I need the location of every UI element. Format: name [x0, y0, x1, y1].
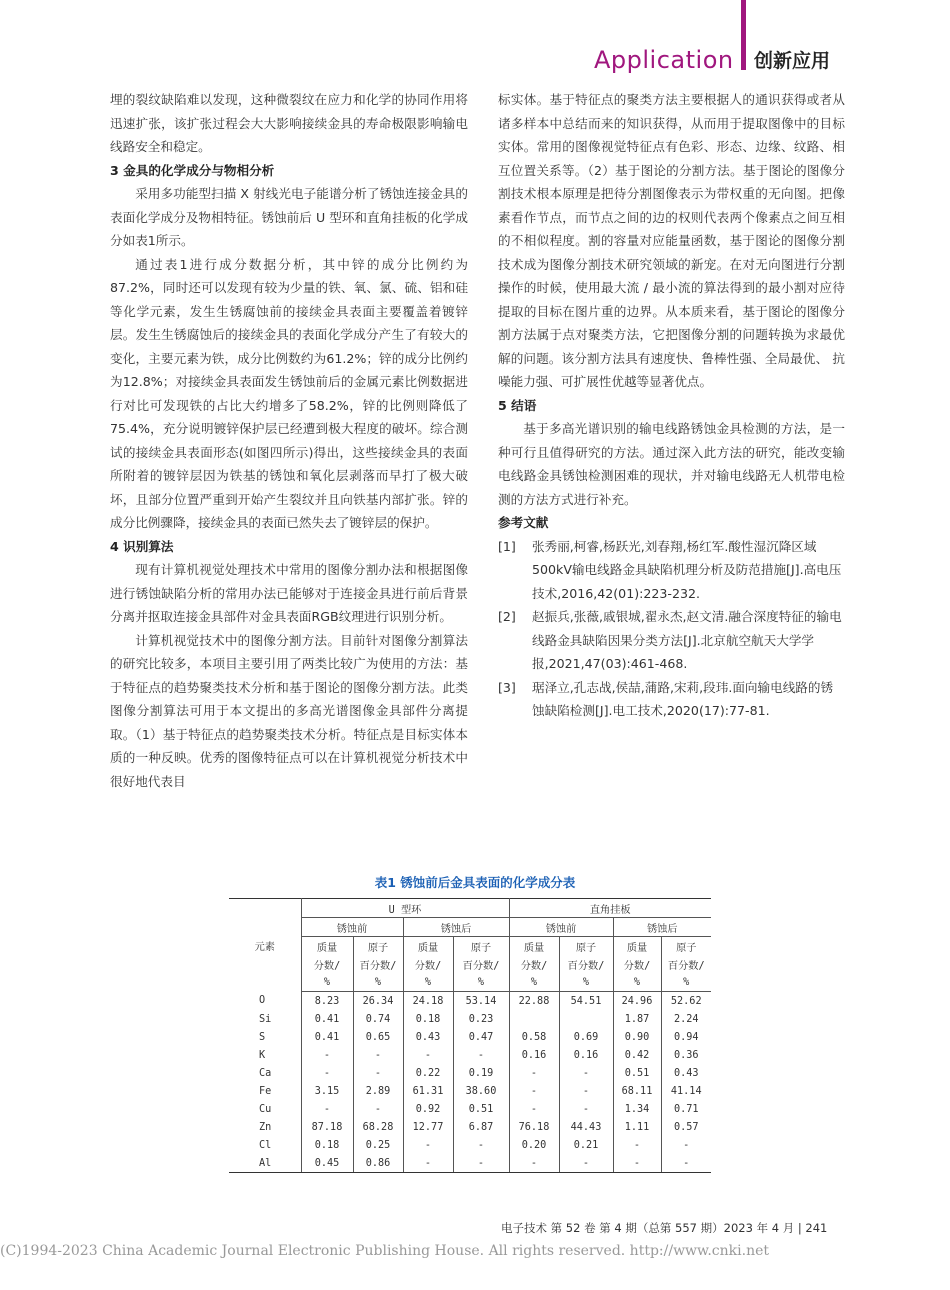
unit-header: % — [301, 973, 353, 992]
value-cell: 8.23 — [301, 992, 353, 1011]
paragraph: 现有计算机视觉处理技术中常用的图像分割办法和根据图像进行锈蚀缺陷分析的常用办法已能够对于连接金具进行前后背景分离并抠取连接金具部件对金具表面RGB纹理进行识别分析。 — [110, 562, 468, 624]
unit-header: % — [353, 973, 403, 992]
table-row — [229, 1064, 711, 1082]
subheader-before: 锈蚀前 — [301, 918, 403, 937]
value-cell: 24.18 — [403, 992, 453, 1011]
atom-header: 百分数/ — [453, 955, 509, 973]
unit-header: % — [661, 973, 711, 992]
chemical-composition-table — [229, 898, 711, 1173]
element-cell: Cu — [229, 1100, 301, 1118]
value-cell: 0.51 — [453, 1100, 509, 1118]
value-cell: - — [353, 1100, 403, 1118]
atom-header: 百分数/ — [353, 955, 403, 973]
atom-header: 百分数/ — [559, 955, 613, 973]
mass-header: 分数/ — [509, 955, 559, 973]
table-row — [229, 1154, 711, 1173]
value-cell: 3.15 — [301, 1082, 353, 1100]
value-cell: 38.60 — [453, 1082, 509, 1100]
value-cell: - — [559, 1082, 613, 1100]
value-cell: 0.16 — [559, 1046, 613, 1064]
value-cell: 6.87 — [453, 1118, 509, 1136]
value-cell: 0.25 — [353, 1136, 403, 1154]
references-heading: 参考文献 — [498, 515, 549, 530]
atom-header: 原子 — [453, 937, 509, 956]
value-cell: - — [509, 1100, 559, 1118]
mass-header: 分数/ — [301, 955, 353, 973]
mass-header: 质量 — [613, 937, 661, 956]
value-cell: 68.11 — [613, 1082, 661, 1100]
section-heading-5: 5 结语 — [498, 397, 537, 413]
table-row — [229, 1136, 711, 1154]
value-cell: 0.45 — [301, 1154, 353, 1173]
value-cell: 24.96 — [613, 992, 661, 1011]
value-cell: - — [683, 1139, 690, 1151]
element-header: 元素 — [229, 899, 301, 992]
value-cell: - — [613, 1154, 661, 1173]
element-cell: Al — [229, 1154, 301, 1173]
reference-number: [3] — [498, 679, 516, 695]
unit-header: % — [403, 973, 453, 992]
value-cell — [559, 1010, 613, 1028]
element-cell: Fe — [229, 1082, 301, 1100]
value-cell: - — [559, 1064, 613, 1082]
value-cell: 0.19 — [453, 1064, 509, 1082]
page-footer: 电子技术 第 52 卷 第 4 期（总第 557 期）2023 年 4 月 | 241 — [501, 1221, 828, 1235]
paragraph: 标实体。基于特征点的聚类方法主要根据人的通识获得或者从诸多样本中总结而来的知识获得，从而用于提取图像中的目标实体。常用的图像视觉特征点有色彩、形态、边缘、纹路、相互位置关系等。（2）基于图论的分割方法。基于图论的图像分割技术根本原理是把待分割图像表示为带权重的无向图。把像素看作节点，而节点之间的边的权则代表两个像素点之间互相的不相似程度。割的容量对应能量函数，基于图论的图像分割技术成为图像分割技术研究领域的新宠。在对无向图进行分割操作的时候，使用最大流 / 最小流的算法得到的最小割对应待提取的目标在图片重的边界。从本质来看，基于图论的图像分割方法属于点对聚类方法，它把图像分割的问题转换为求最优解的问题。该分割方法具有速度快、鲁棒性强、全局最优、 抗噪能力强、可扩展性优越等显著优点。 — [498, 92, 845, 389]
table-row — [229, 1010, 711, 1028]
header-section-title: 创新应用 — [754, 50, 831, 72]
value-cell: 54.51 — [559, 992, 613, 1011]
value-cell: 1.87 — [613, 1010, 661, 1028]
value-cell: - — [301, 1100, 353, 1118]
subheader-after: 锈蚀后 — [613, 918, 711, 937]
value-cell: 12.77 — [403, 1118, 453, 1136]
paragraph: 采用多功能型扫描 X 射线光电子能谱分析了锈蚀连接金具的表面化学成分及物相特征。锈蚀前后 U 型环和直角挂板的化学成分如表1所示。 — [110, 186, 468, 248]
value-cell: 0.65 — [353, 1028, 403, 1046]
table-row — [229, 1082, 711, 1100]
value-cell: 0.16 — [509, 1046, 559, 1064]
value-cell: 0.41 — [301, 1010, 353, 1028]
value-cell: 0.36 — [673, 1049, 699, 1061]
cnki-watermark: (C)1994-2023 China Academic Journal Electronic Publishing House. All rights reserved. http://www.cnki.net — [0, 1243, 770, 1259]
value-cell: 0.18 — [301, 1136, 353, 1154]
unit-header: % — [559, 973, 613, 992]
value-cell: 0.71 — [673, 1103, 699, 1115]
value-cell: 0.21 — [559, 1136, 613, 1154]
reference-text: 琚泽立,孔志战,侯喆,蒲路,宋莉,段玮.面向输电线路的锈蚀缺陷检测[J].电工技术,2020(17):77-81. — [532, 679, 834, 718]
value-cell: 53.14 — [453, 992, 509, 1011]
value-cell: - — [613, 1136, 661, 1154]
value-cell: 0.18 — [403, 1010, 453, 1028]
value-cell: 0.47 — [453, 1028, 509, 1046]
value-cell: - — [559, 1154, 613, 1173]
value-cell: - — [509, 1154, 559, 1173]
value-cell: 0.22 — [403, 1064, 453, 1082]
header-application: Application — [594, 46, 734, 74]
value-cell: 61.31 — [403, 1082, 453, 1100]
value-cell: 0.92 — [403, 1100, 453, 1118]
element-cell: Cl — [229, 1136, 301, 1154]
value-cell: - — [661, 1154, 711, 1173]
element-cell: Si — [229, 1010, 301, 1028]
value-cell: 26.34 — [353, 992, 403, 1011]
mass-header: 质量 — [403, 937, 453, 956]
reference-item — [498, 535, 845, 606]
value-cell: - — [301, 1046, 353, 1064]
reference-item — [498, 676, 845, 723]
value-cell: 2.24 — [673, 1013, 699, 1025]
unit-header: % — [453, 973, 509, 992]
element-cell: O — [229, 992, 301, 1011]
value-cell: 0.43 — [403, 1028, 453, 1046]
mass-header: 分数/ — [613, 955, 661, 973]
value-cell: 76.18 — [509, 1118, 559, 1136]
value-cell: 0.20 — [509, 1136, 559, 1154]
value-cell: - — [509, 1082, 559, 1100]
element-cell: S — [229, 1028, 301, 1046]
element-cell: Ca — [229, 1064, 301, 1082]
value-cell: - — [403, 1046, 453, 1064]
value-cell: 52.62 — [670, 995, 702, 1007]
atom-header: 原子 — [676, 942, 697, 954]
value-cell: 22.88 — [509, 992, 559, 1011]
reference-number: [2] — [498, 609, 516, 624]
value-cell: - — [403, 1154, 453, 1173]
value-cell: - — [453, 1136, 509, 1154]
value-cell: - — [353, 1046, 403, 1064]
table-title: 表1 锈蚀前后金具表面的化学成分表 — [374, 875, 576, 890]
paragraph: 埋的裂纹缺陷难以发现，这种微裂纹在应力和化学的协同作用将迅速扩张，该扩张过程会大大影响接续金具的寿命极限影响输电线路安全和稳定。 — [110, 92, 468, 154]
atom-header: 百分数/ — [667, 960, 705, 972]
value-cell: 0.74 — [353, 1010, 403, 1028]
group-header-u-ring: U 型环 — [301, 899, 509, 918]
mass-header: 质量 — [301, 937, 353, 956]
paragraph: 计算机视觉技术中的图像分割方法。目前针对图像分割算法的研究比较多，本项目主要引用了两类比较广为使用的方法：基于特征点的趋势聚类技术分析和基于图论的图像分割方法。此类图像分割算法可用于本文提出的多高光谱图像金具部件分离提取。（1）基于特征点的趋势聚类技术分析。特征点是目标实体本质的一种反映。优秀的图像特征点可以在计算机视觉分析技术中很好地代表目 — [110, 632, 468, 789]
mass-header: 分数/ — [403, 955, 453, 973]
value-cell: 0.69 — [559, 1028, 613, 1046]
section-heading-3: 3 金具的化学成分与物相分析 — [110, 162, 275, 178]
value-cell: 1.34 — [613, 1100, 661, 1118]
value-cell: 0.86 — [353, 1154, 403, 1173]
value-cell: - — [353, 1064, 403, 1082]
table-row — [229, 1028, 711, 1046]
value-cell — [509, 1010, 559, 1028]
value-cell: 0.23 — [453, 1010, 509, 1028]
paragraph: 通过表1进行成分数据分析，其中锌的成分比例约为87.2%，同时还可以发现有较为少量的铁、氧、氯、硫、铝和硅等化学元素，发生生锈腐蚀前的接续金具表面主要覆盖着镀锌层。发生生锈腐蚀后的接续金具的表面化学成分产生了有较大的变化，主要元素为铁，成分比例数约为61.2%；锌的成分比例约为12.8%；对接续金具表面发生锈蚀前后的金属元素比例数据进行对比可发现铁的占比大约增多了58.2%，锌的比例则降低了75.4%，充分说明镀锌保护层已经遭到极大程度的破坏。综合测试的接续金具表面形态(如图四所示)得出，这些接续金具的表面所附着的镀锌层因为铁基的锈蚀和氧化层剥落而早打了极大破坏，且部分位置严重到开始产生裂纹并且向铁基内部扩张。锌的成分比例骤降，接续金具的表面已然失去了镀锌层的保护。 — [110, 256, 468, 530]
value-cell: 87.18 — [301, 1118, 353, 1136]
section-heading-4: 4 识别算法 — [110, 538, 174, 554]
subheader-before: 锈蚀前 — [509, 918, 613, 937]
value-cell: 68.28 — [353, 1118, 403, 1136]
value-cell: 2.89 — [353, 1082, 403, 1100]
paragraph: 基于多高光谱识别的输电线路锈蚀金具检测的方法，是一种可行且值得研究的方法。通过深入此方法的研究，能改变输电线路金具锈蚀检测困难的现状，并对输电线路无人机带电检测的方法方式进行补充。 — [498, 421, 845, 507]
unit-header: % — [509, 973, 559, 992]
atom-header: 原子 — [559, 937, 613, 956]
value-cell: 1.11 — [613, 1118, 661, 1136]
table-row — [229, 1118, 711, 1136]
atom-header: 原子 — [353, 937, 403, 956]
mass-header: 质量 — [509, 937, 559, 956]
value-cell: - — [403, 1136, 453, 1154]
value-cell: 0.58 — [509, 1028, 559, 1046]
value-cell: 0.90 — [613, 1028, 661, 1046]
value-cell: - — [301, 1064, 353, 1082]
table-row — [229, 1100, 711, 1118]
reference-text: 赵振兵,张薇,戚银城,翟永杰,赵文清.融合深度特征的输电线路金具缺陷因果分类方法[J].北京航空航天大学学报,2021,47(03):461-468. — [532, 609, 842, 671]
value-cell: - — [453, 1154, 509, 1173]
element-cell: Zn — [229, 1118, 301, 1136]
group-header-right-angle-plate: 直角挂板 — [509, 899, 711, 918]
reference-item — [498, 605, 845, 676]
value-cell: - — [509, 1064, 559, 1082]
value-cell: - — [559, 1100, 613, 1118]
value-cell: 0.42 — [613, 1046, 661, 1064]
element-cell: K — [229, 1046, 301, 1064]
value-cell: 0.94 — [673, 1031, 699, 1043]
value-cell: 0.51 — [613, 1064, 661, 1082]
value-cell: 0.41 — [301, 1028, 353, 1046]
value-cell: - — [453, 1046, 509, 1064]
value-cell: 0.57 — [673, 1121, 699, 1133]
left-column — [110, 88, 468, 793]
reference-text: 张秀丽,柯睿,杨跃光,刘春翔,杨红军.酸性湿沉降区域500kV输电线路金具缺陷机理分析及防范措施[J].高电压技术,2016,42(01):223-232. — [532, 538, 842, 601]
value-cell: 0.43 — [673, 1067, 699, 1079]
value-cell: 41.14 — [670, 1085, 702, 1097]
right-column — [498, 88, 845, 723]
subheader-after: 锈蚀后 — [403, 918, 509, 937]
header-accent-bar — [741, 0, 746, 70]
unit-header: % — [613, 973, 661, 992]
table-row — [229, 1046, 711, 1064]
reference-number: [1] — [498, 538, 516, 554]
value-cell: 44.43 — [559, 1118, 613, 1136]
table-row — [229, 992, 711, 1011]
